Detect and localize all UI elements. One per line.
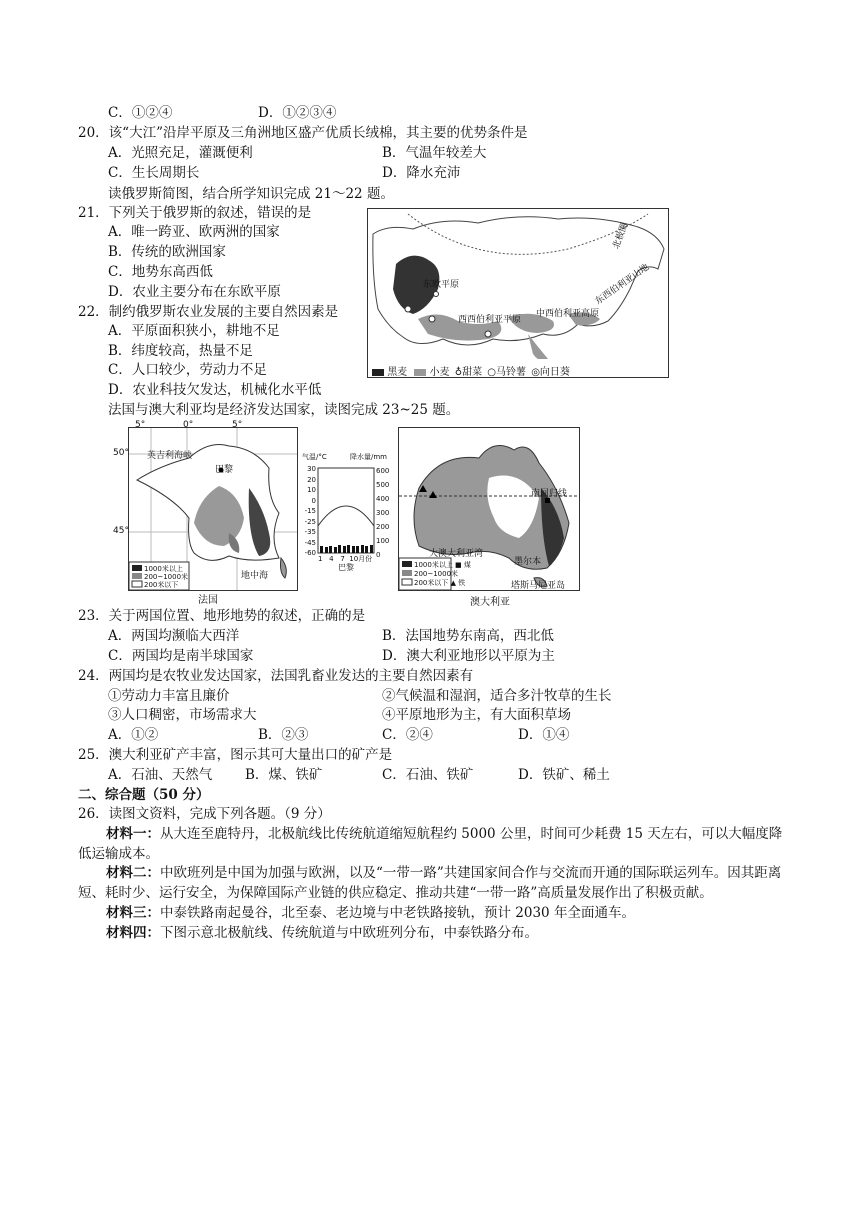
legend-200-1000: 200~1000米 xyxy=(414,570,459,578)
material-2 xyxy=(78,864,783,903)
q21-option-a: A．唯一跨亚、欧两洲的国家 xyxy=(108,224,280,240)
material-2-text: 中欧班列是中国为加强与欧洲，以及“一带一路”共建国家间合作与交流而开通的国际联运列车。因其距离短、耗时少、运行安全，为保障国际产业链的供应稳定、推动共建“一带一路”高质量发展作出了积极贡献。 xyxy=(78,865,782,901)
q24-stem: 24．两国均是农牧业发达国家，法国乳畜业发达的主要自然因素有 xyxy=(78,668,474,684)
q23-option-d: D．澳大利亚地形以平原为主 xyxy=(382,648,555,664)
material-4-text: 下图示意北极航线、传统航道与中欧班列分布，中泰铁路分布。 xyxy=(160,925,538,941)
france-lon-tick-e5: 5° xyxy=(232,420,243,430)
russia-label-arctic-circle: 北极圈 xyxy=(611,221,631,251)
material-4 xyxy=(78,924,783,944)
material-3-text: 中泰铁路南起曼谷，北至泰、老边境与中老铁路接轨，预计 2030 年全面通车。 xyxy=(160,905,635,921)
section-2-heading: 二、综合题（50 分） xyxy=(78,787,210,803)
q24-item-2: ②气候温和湿润，适合多汁牧草的生长 xyxy=(382,688,612,704)
climate-ylabel-left: 气温/°C xyxy=(302,453,327,461)
q25-option-a: A．石油、天然气 xyxy=(108,767,213,783)
france-label-paris: 巴黎 xyxy=(215,465,234,475)
q21-option-c: C．地势东高西低 xyxy=(108,264,213,280)
russia-label-west-siberian-plain: 西西伯利亚平原 xyxy=(458,315,522,325)
material-2-label: 材料二： xyxy=(106,865,160,881)
climate-temp-ticks: 30 20 10 0 -15 -25 -35 -45 -60 xyxy=(304,465,316,557)
q22-option-c: C．人口较少，劳动力不足 xyxy=(108,362,267,378)
q24-option-d: D．①④ xyxy=(518,727,570,743)
legend-below-200: 200米以下 xyxy=(414,579,449,587)
q21-stem: 21．下列关于俄罗斯的叙述，错误的是 xyxy=(78,205,312,221)
q23-option-b: B．法国地势东南高，西北低 xyxy=(382,628,554,644)
q24-item-1: ①劳动力丰富且廉价 xyxy=(108,688,230,704)
climate-month-ticks: 1 4 7 10月份 xyxy=(318,555,373,563)
q19-option-d: D．①②③④ xyxy=(258,105,337,121)
q20-option-d: D．降水充沛 xyxy=(382,165,461,181)
climate-caption: 巴黎 xyxy=(338,563,354,572)
legend-sunflower: 向日葵 xyxy=(539,367,570,378)
france-lat-tick-45: 45° xyxy=(113,526,129,536)
russia-map xyxy=(367,208,669,378)
france-caption: 法国 xyxy=(198,595,218,606)
legend-wheat: 小麦 xyxy=(429,367,450,378)
legend-sugar-beet: 甜菜 xyxy=(462,367,483,378)
q24-item-3: ③人口稠密，市场需求大 xyxy=(108,707,257,723)
q21-option-d: D．农业主要分布在东欧平原 xyxy=(108,284,281,300)
intro-23-25: 法国与澳大利亚均是经济发达国家，读图完成 23~25 题。 xyxy=(108,402,460,418)
q25-option-c: C．石油、铁矿 xyxy=(382,767,474,783)
russia-label-central-siberian-plateau: 中西伯利亚高原 xyxy=(536,309,600,319)
russia-legend: 黑麦 小麦 ♁甜菜 ○马铃薯 ◎向日葵 xyxy=(372,363,570,378)
australia-map xyxy=(398,427,580,591)
q24-option-a: A．①② xyxy=(108,727,159,743)
france-lon-tick-w5: 5° xyxy=(135,420,146,430)
q22-option-a: A．平原面积狭小，耕地不足 xyxy=(108,323,280,339)
australia-legend: 1000米以上 ■ 煤 200~1000米 200米以下 ▲ 铁 xyxy=(414,561,471,587)
legend-rye: 黑麦 xyxy=(387,367,408,378)
q24-item-4: ④平原地形为主，有大面积草场 xyxy=(382,707,571,723)
q22-stem: 22．制约俄罗斯农业发展的主要自然因素是 xyxy=(78,304,339,320)
q23-option-a: A．两国均濒临大西洋 xyxy=(108,628,240,644)
russia-label-east-european-plain: 东欧平原 xyxy=(423,280,460,290)
q25-option-b: B．煤、铁矿 xyxy=(245,767,323,783)
q22-option-b: B．纬度较高，热量不足 xyxy=(108,343,253,359)
climate-precip-ticks: 600 500 400 300 200 100 0 xyxy=(376,467,390,559)
intro-21-22: 读俄罗斯简图，结合所学知识完成 21～22 题。 xyxy=(108,186,394,202)
q26-stem: 26．读图文资料，完成下列各题。（9 分） xyxy=(78,806,331,822)
france-label-english-channel: 英吉利海峡 xyxy=(147,451,193,461)
q19-option-c: C．①②④ xyxy=(108,105,173,121)
q25-stem: 25．澳大利亚矿产丰富，图示其可大量出口的矿产是 xyxy=(78,747,393,763)
australia-label-great-bight: 大澳大利亚湾 xyxy=(429,549,484,559)
material-4-label: 材料四： xyxy=(106,925,160,941)
q24-option-b: B．②③ xyxy=(258,727,309,743)
q20-option-c: C．生长周期长 xyxy=(108,165,200,181)
legend-above-1000: 1000米以上 xyxy=(414,561,453,569)
material-3-label: 材料三： xyxy=(106,905,160,921)
material-1 xyxy=(78,825,783,864)
legend-200-1000: 200~1000米 xyxy=(144,573,189,581)
paris-climate-chart xyxy=(300,452,396,572)
australia-label-melbourne: 墨尔本 xyxy=(514,557,542,567)
france-map xyxy=(128,427,298,591)
legend-potato: 马铃薯 xyxy=(496,367,526,378)
material-1-text: 从大连至鹿特丹，北极航线比传统航道缩短航程约 5000 公里，时间可少耗费 15 天左右，可以大幅度降低运输成本。 xyxy=(78,826,783,862)
legend-below-200: 200米以下 xyxy=(144,581,179,589)
q20-option-b: B．气温年较差大 xyxy=(382,145,487,161)
france-lon-tick-0: 0° xyxy=(183,420,194,430)
france-lat-tick-50: 50° xyxy=(113,448,129,458)
material-3 xyxy=(78,904,783,924)
material-1-label: 材料一： xyxy=(106,826,160,842)
q23-option-c: C．两国均是南半球国家 xyxy=(108,648,254,664)
q20-option-a: A．光照充足，灌溉便利 xyxy=(108,145,253,161)
q23-stem: 23．关于两国位置、地形地势的叙述，正确的是 xyxy=(78,608,366,624)
australia-label-tropic: 南回归线 xyxy=(531,489,568,499)
australia-caption: 澳大利亚 xyxy=(470,597,510,608)
legend-iron: 铁 xyxy=(458,579,466,587)
q21-option-b: B．传统的欧洲国家 xyxy=(108,244,226,260)
france-label-mediterranean: 地中海 xyxy=(241,571,269,581)
q20-stem: 20．该“大江”沿岸平原及三角洲地区盛产优质长绒棉，其主要的优势条件是 xyxy=(78,125,528,141)
q22-option-d: D．农业科技欠发达，机械化水平低 xyxy=(108,382,322,398)
q25-option-d: D．铁矿、稀土 xyxy=(518,767,610,783)
climate-ylabel-right: 降水量/mm xyxy=(350,453,387,461)
q24-option-c: C．②④ xyxy=(382,727,433,743)
legend-coal: 煤 xyxy=(463,561,471,569)
legend-above-1000: 1000米以上 xyxy=(144,565,183,573)
france-legend xyxy=(144,565,188,589)
russia-label-east-siberian-mountains: 东西伯利亚山地 xyxy=(593,262,652,307)
australia-label-tasmania: 塔斯马尼亚岛 xyxy=(511,581,566,591)
